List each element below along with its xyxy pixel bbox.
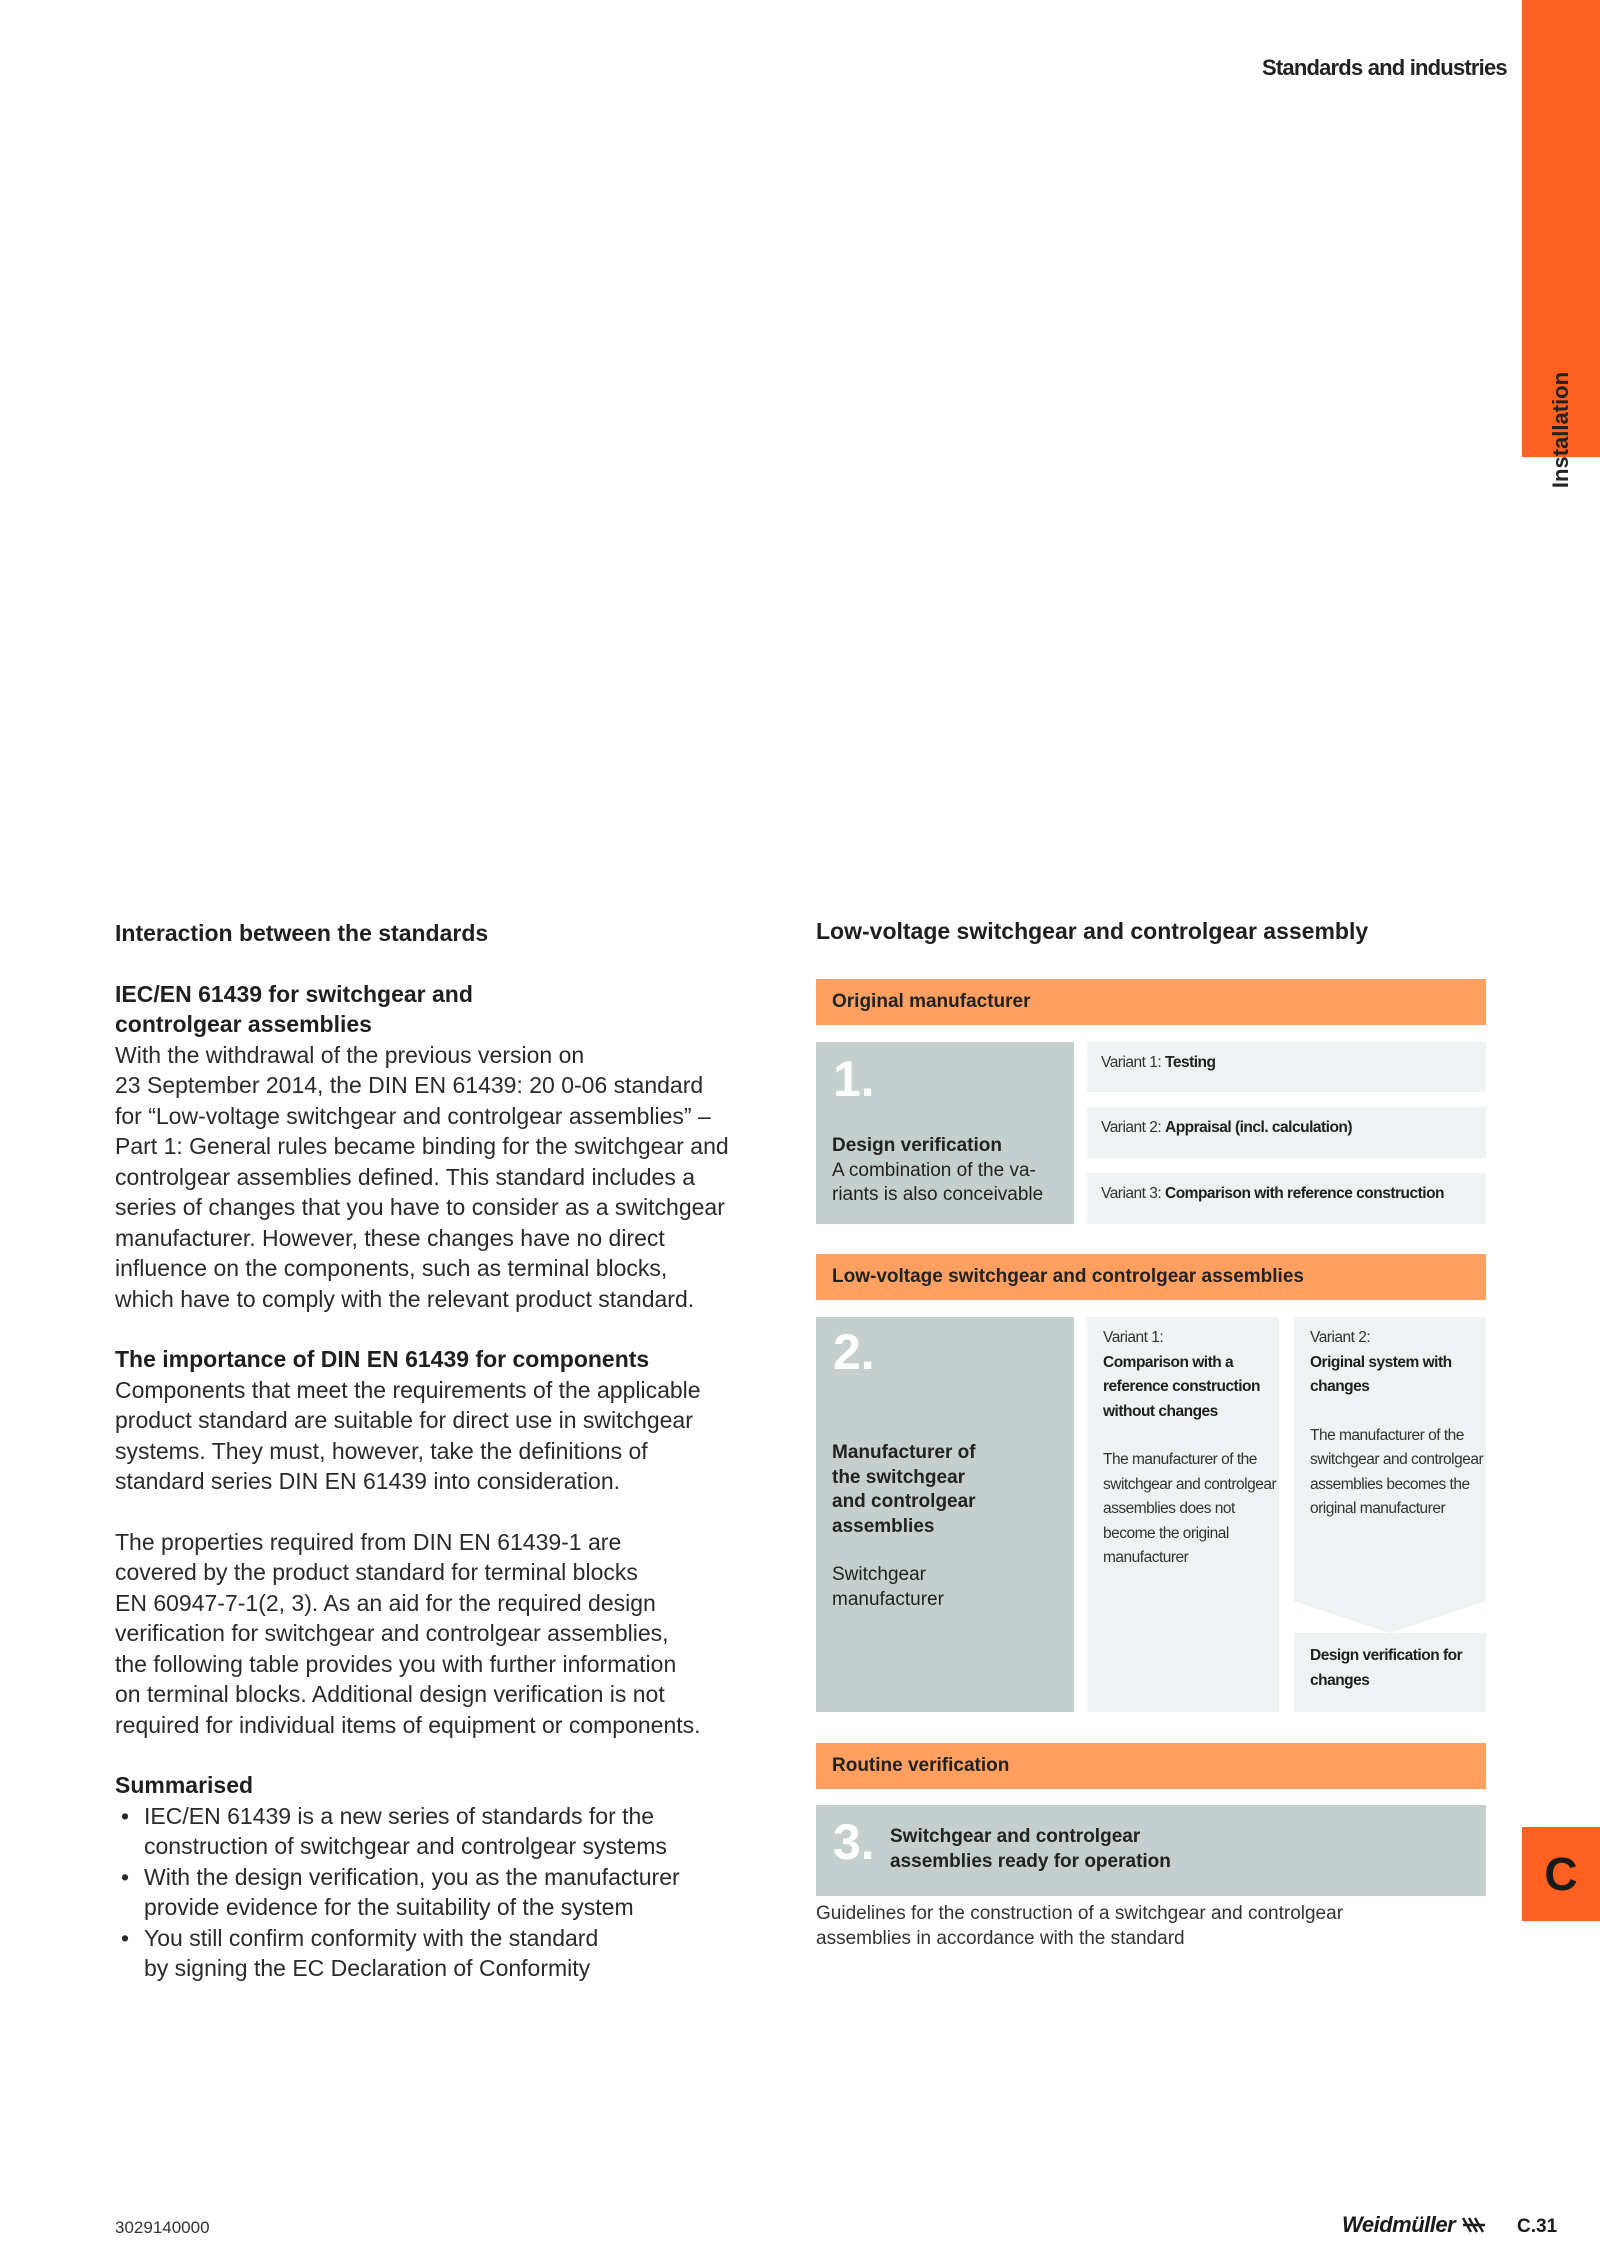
step1-title: Design verification [832,1135,1002,1156]
text-line: controlgear assemblies defined. This standard includes a [115,1163,696,1190]
letter-tab[interactable]: C [1522,1827,1600,1921]
diagram-caption: Guidelines for the construction of a switchgear and controlgear assemblies in accordance with the standard [816,1903,1344,1949]
text-line: influence on the components, such as terminal blocks, [115,1255,668,1281]
step1-box [816,1042,1074,1224]
text-line: which have to comply with the relevant product standard. [115,1285,695,1312]
page-number: C.31 [1517,2216,1558,2237]
text-line: required for individual items of equipment or components. [115,1711,701,1738]
main-heading: Interaction between the standards [115,920,489,946]
design-verification-changes-box: Design verification for changes [1294,1633,1486,1712]
variant2-box: Variant 2: Appraisal (incl. calculation) [1087,1107,1486,1158]
document-number: 3029140000 [115,2218,210,2237]
text-line: systems. They must, however, take the definitions of [115,1437,648,1464]
step2-subtitle: Switchgear manufacturer [832,1564,944,1610]
sub1-title-line2: controlgear assemblies [115,1011,372,1037]
diagram-title: Low-voltage switchgear and controlgear assembly [816,918,1369,944]
bar-assemblies: Low-voltage switchgear and controlgear assemblies [816,1254,1486,1300]
list-item: • You still confirm conformity with the standard by signing the EC Declaration of Conformity [115,1923,785,1984]
text-line: Part 1: General rules became binding for the switchgear and [115,1133,729,1159]
text-line: The properties required from DIN EN 61439-1 are [115,1528,622,1555]
text-line: the following table provides you with further information [115,1650,677,1677]
step2-number: 2. [833,1324,875,1380]
step3-box [816,1805,1486,1896]
text-line: covered by the product standard for terminal blocks [115,1559,638,1585]
step2-box [816,1317,1074,1712]
text-line: 23 September 2014, the DIN EN 61439: 20 0-06 standard [115,1072,704,1098]
arrow-down-icon [1294,1601,1486,1633]
list-item: • IEC/EN 61439 is a new series of standards for the construction of switchgear and controlgear systems [115,1801,785,1862]
text-line: EN 60947-7-1(2, 3). As an aid for the required design [115,1589,656,1616]
text-line: for “Low-voltage switchgear and controlgear assemblies” – [115,1102,711,1129]
summary-title: Summarised [115,1772,254,1798]
step1-number: 1. [833,1051,875,1107]
bar-routine-verification: Routine verification [816,1743,1486,1789]
variant2a-box: Variant 1: Comparison with a reference construction without changes The manufacturer of the switchgear and controlgear assemblies does not become the original manufacturer [1087,1317,1279,1712]
brand-mark-icon [1461,2214,1487,2236]
summary-list [115,1801,785,1984]
text-line: standard series DIN EN 61439 into consideration. [115,1468,621,1494]
text-line: on terminal blocks. Additional design verification is not [115,1681,665,1707]
text-line: product standard are suitable for direct use in switchgear [115,1407,693,1433]
bar-original-manufacturer: Original manufacturer [816,979,1486,1025]
step3-text: Switchgear and controlgear assemblies ready for operation [890,1826,1171,1872]
brand-name: Weidmüller [1342,2212,1456,2237]
sub2-title: The importance of DIN EN 61439 for components [115,1346,650,1372]
list-item: • With the design verification, you as the manufacturer provide evidence for the suitability of the system [115,1862,785,1923]
sub1-title-line1: IEC/EN 61439 for switchgear and [115,980,473,1007]
left-column [115,918,785,1984]
step1-desc-line2: riants is also conceivable [832,1184,1044,1205]
step1-desc-line1: A combination of the va- [832,1159,1036,1181]
section-title: Standards and industries [1262,55,1507,80]
side-tab-label: Installation [1548,371,1573,489]
side-tab[interactable] [1522,0,1600,489]
step2-title: Manufacturer of the switchgear and controlgear assemblies [832,1442,976,1537]
text-line: verification for switchgear and controlgear assemblies, [115,1620,669,1646]
text-line: With the withdrawal of the previous version on [115,1041,585,1068]
variant3-box: Variant 3: Comparison with reference construction [1087,1173,1486,1224]
text-line: series of changes that you have to consider as a switchgear [115,1194,725,1220]
brand-logo [1342,2212,1487,2238]
text-line: Components that meet the requirements of the applicable [115,1376,701,1403]
text-line: manufacturer. However, these changes have no direct [115,1224,665,1251]
step3-number: 3. [833,1814,875,1870]
variant2b-box: Variant 2: Original system with changes The manufacturer of the switchgear and controlgear assemblies becomes the original manufacturer [1294,1317,1486,1601]
variant1-box: Variant 1: Testing [1087,1042,1486,1092]
